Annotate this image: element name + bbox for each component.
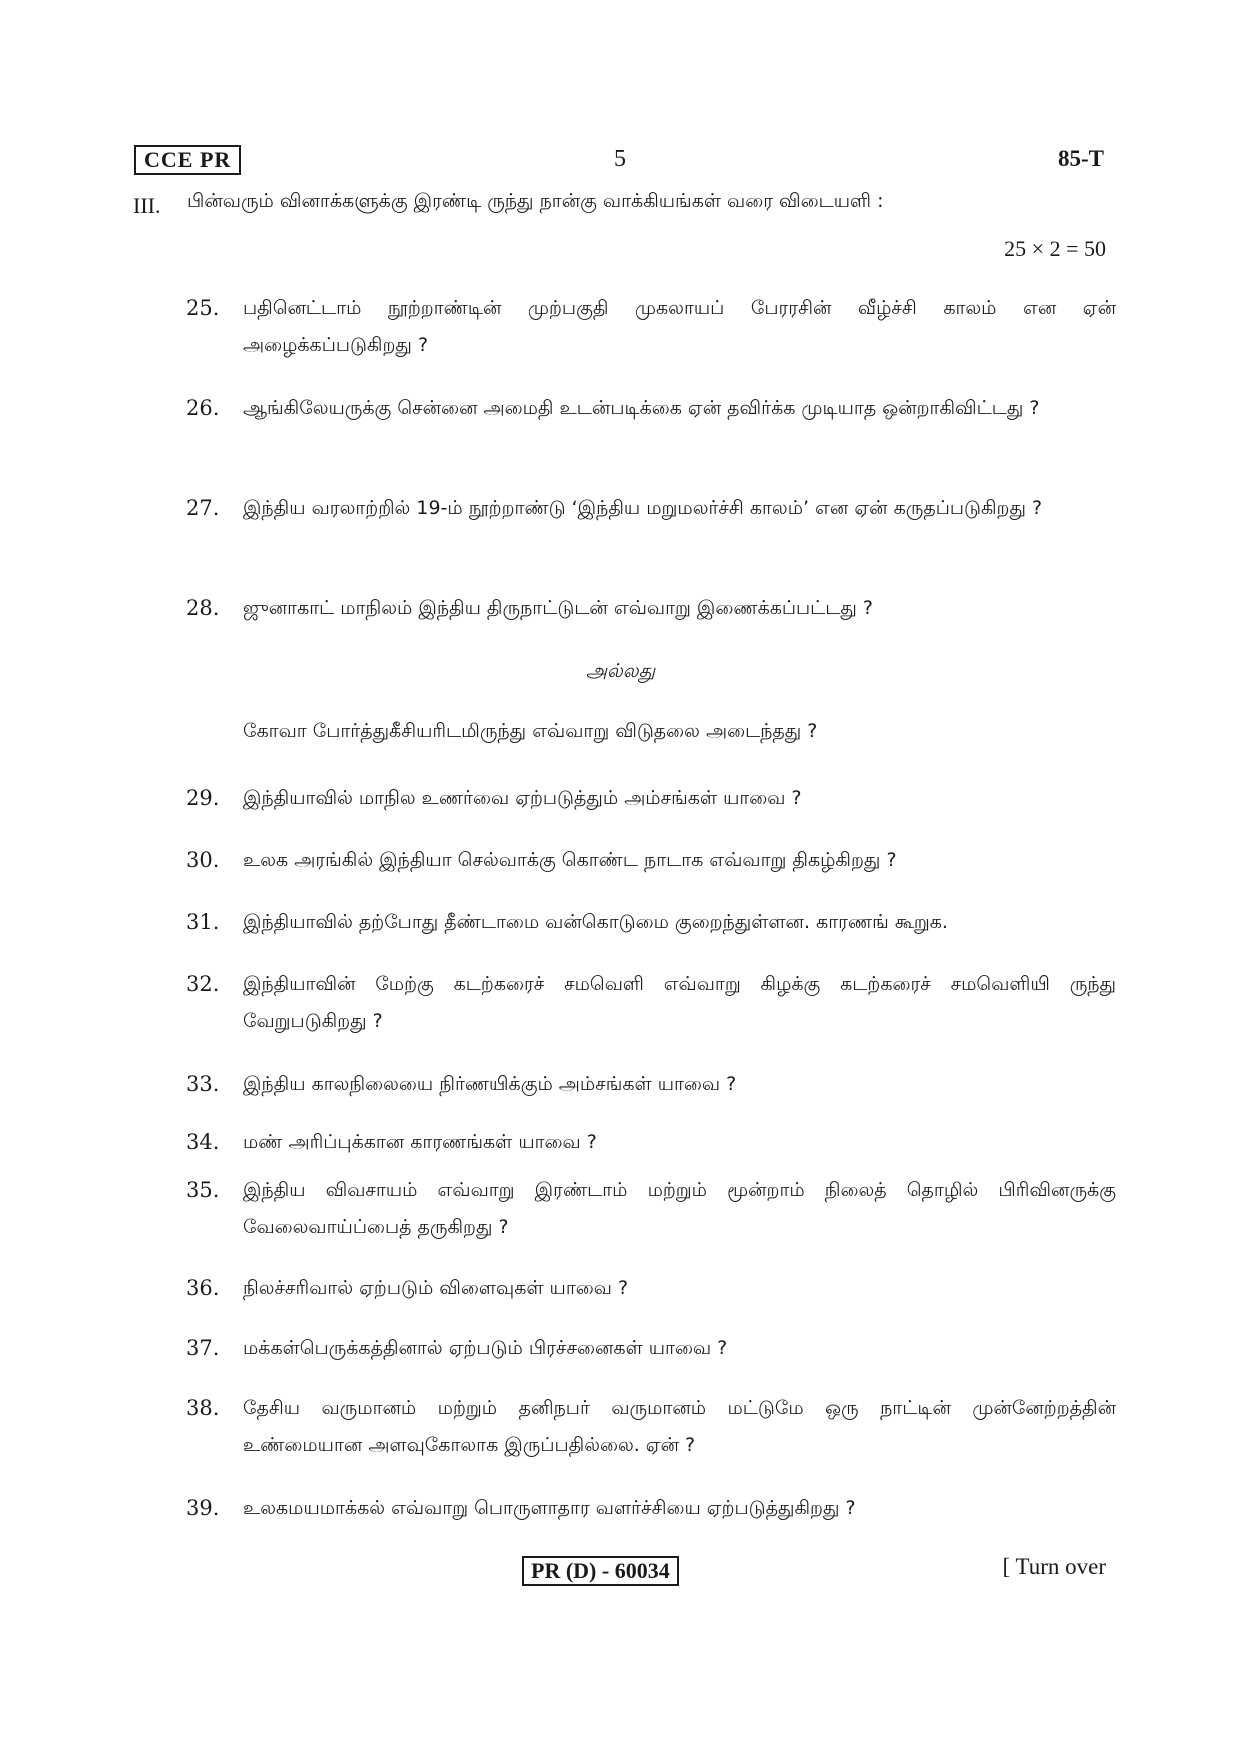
question-text: இந்திய வரலாற்றில் 19-ம் நூற்றாண்டு ‘இந்திய மறுமலர்ச்சி காலம்’ என ஏன் கருதப்படுகிறது ? [243,497,1043,519]
question-36 [186,1270,1116,1307]
section-marks: 25 × 2 = 50 [1004,236,1106,261]
alternative-question: கோவா போர்த்துகீசியரிடமிருந்து எவ்வாறு விடுதலை அடைந்தது ? [243,720,818,742]
question-29 [186,780,1116,817]
question-number: 30. [186,848,220,872]
question-text: இந்தியாவின் மேற்கு கடற்கரைச் சமவெளி எவ்வாறு கிழக்கு கடற்கரைச் சமவெளியி ருந்து வேறுபடுகிறது ? [243,973,1116,1032]
question-text: உலகமயமாக்கல் எவ்வாறு பொருளாதார வளர்ச்சியை ஏற்படுத்துகிறது ? [243,1497,856,1519]
question-37 [186,1330,1116,1367]
question-number: 33. [186,1072,220,1096]
question-30 [186,842,1116,879]
question-33 [186,1066,1116,1103]
question-number: 38. [186,1396,220,1420]
question-39 [186,1490,1116,1527]
question-text: நிலச்சரிவால் ஏற்படும் விளைவுகள் யாவை ? [243,1277,629,1299]
turn-over-label: [ Turn over [1002,1554,1106,1579]
header-code-box: CCE PR [134,145,241,175]
question-number: 37. [186,1336,220,1360]
question-text: ஆங்கிலேயருக்கு சென்னை அமைதி உடன்படிக்கை ஏன் தவிர்க்க முடியாத ஒன்றாகிவிட்டது ? [243,397,1040,419]
question-text: இந்தியாவில் தற்போது தீண்டாமை வன்கொடுமை குறைந்துள்ளன. காரணங் கூறுக. [243,911,948,933]
question-text: ஜுனாகாட் மாநிலம் இந்திய திருநாட்டுடன் எவ்வாறு இணைக்கப்பட்டது ? [243,597,873,619]
question-number: 28. [186,596,220,620]
question-text: இந்திய காலநிலையை நிர்ணயிக்கும் அம்சங்கள் யாவை ? [243,1073,737,1095]
question-35 [186,1172,1116,1246]
question-27 [186,490,1116,527]
question-number: 26. [186,396,220,420]
question-text: தேசிய வருமானம் மற்றும் தனிநபர் வருமானம் மட்டுமே ஒரு நாட்டின் முன்னேற்றத்தின் உண்மையான அளவுகோலாக இருப்பதில்லை. ஏன் ? [243,1397,1116,1456]
question-text: பதினெட்டாம் நூற்றாண்டின் முற்பகுதி முகலாயப் பேரரசின் வீழ்ச்சி காலம் என ஏன் அழைக்கப்படுகிறது ? [243,297,1116,356]
section-number: III. [133,193,161,218]
question-25 [186,290,1116,364]
question-number: 36. [186,1276,220,1300]
section-instruction: பின்வரும் வினாக்களுக்கு இரண்டி ருந்து நான்கு வாக்கியங்கள் வரை விடையளி : [187,190,884,212]
question-number: 25. [186,296,220,320]
question-number: 32. [186,972,220,996]
question-number: 35. [186,1178,220,1202]
question-text: மக்கள்பெருக்கத்தினால் ஏற்படும் பிரச்சனைகள் யாவை ? [243,1337,728,1359]
question-34 [186,1124,1116,1161]
page-number: 5 [614,146,626,172]
question-number: 27. [186,496,220,520]
question-28 [186,590,1116,627]
or-label: அல்லது [585,660,656,682]
question-31 [186,904,1116,941]
paper-code: 85-T [1058,146,1104,171]
question-number: 29. [186,786,220,810]
question-number: 34. [186,1130,220,1154]
question-text: உலக அரங்கில் இந்தியா செல்வாக்கு கொண்ட நாடாக எவ்வாறு திகழ்கிறது ? [243,849,897,871]
question-text: இந்திய விவசாயம் எவ்வாறு இரண்டாம் மற்றும் மூன்றாம் நிலைத் தொழில் பிரிவினருக்கு வேலைவாய்ப்பைத் தருகிறது ? [243,1179,1116,1238]
question-38 [186,1390,1116,1464]
question-text: மண் அரிப்புக்கான காரணங்கள் யாவை ? [243,1131,597,1153]
question-text: இந்தியாவில் மாநில உணர்வை ஏற்படுத்தும் அம்சங்கள் யாவை ? [243,787,802,809]
footer-code-box: PR (D) - 60034 [522,1556,679,1586]
question-32 [186,966,1116,1040]
question-26 [186,390,1116,427]
question-number: 31. [186,910,220,934]
question-number: 39. [186,1496,220,1520]
